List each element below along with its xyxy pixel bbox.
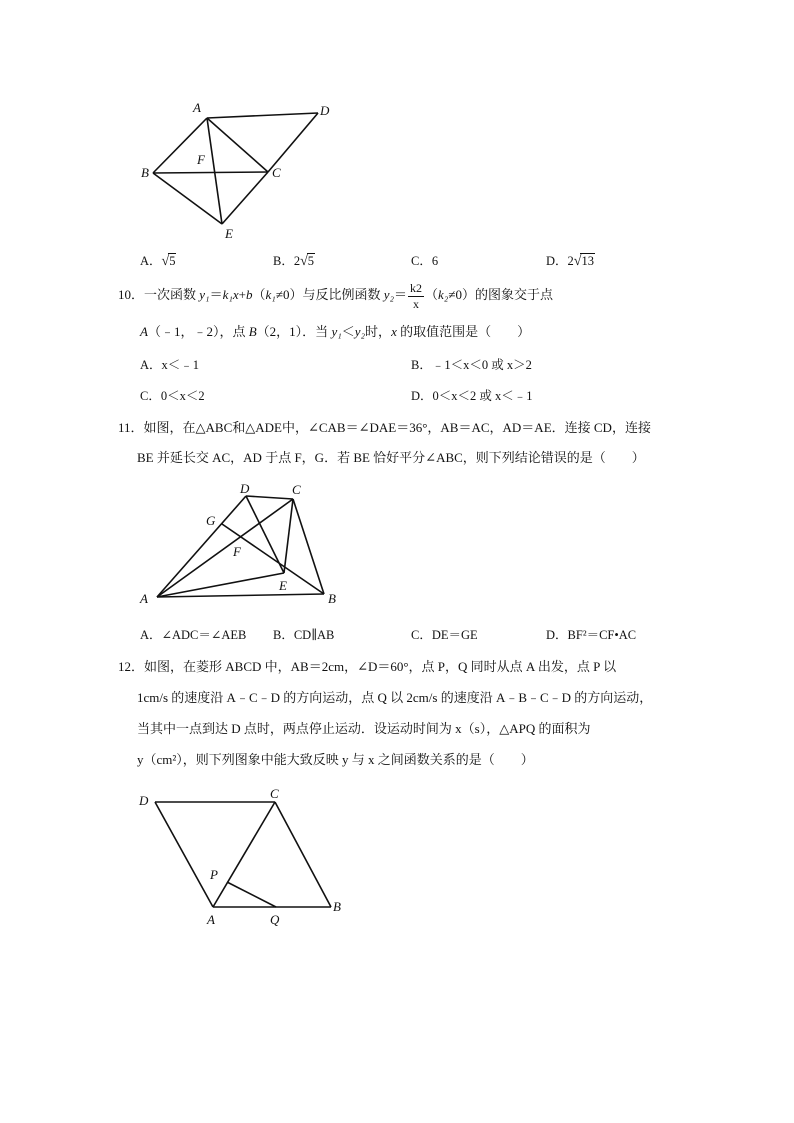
q11-line1	[118, 417, 651, 436]
segment-GB	[222, 524, 324, 594]
q11-line2: BE 并延长交 AC，AD 于点 F，G．若 BE 恰好平分∠ABC，则下列结论错误的是（ ）	[137, 450, 645, 465]
q12-text: 如图，在菱形 ABCD 中，AB＝2cm，∠D＝60°，点 P，Q 同时从点 A 出发，点 P 以	[144, 659, 617, 674]
var-x: x	[391, 324, 397, 339]
q10-text: ≠0）与反比例函数	[275, 287, 384, 302]
q11-label-B: B	[328, 591, 336, 606]
q10-text: ＜	[341, 324, 355, 339]
var-k2: k₂	[438, 287, 449, 302]
segment-DA	[155, 802, 213, 907]
segment-DC	[268, 113, 318, 172]
segment-AC	[157, 499, 293, 597]
q11-option-a[interactable]: A．∠ADC＝∠AEB	[140, 628, 247, 642]
sqrt-icon: √	[300, 254, 308, 269]
q11-option-d[interactable]: D．BF²＝CF•AC	[546, 628, 637, 642]
segment-CB	[293, 499, 324, 594]
q11-text: 如图，在△ABC和△ADE中，∠CAB＝∠DAE＝36°，AB＝AC，AD＝AE．连接 CD，连接	[143, 420, 651, 435]
q11-option-b[interactable]: B．CD∥AB	[273, 628, 335, 642]
q12-label-A: A	[207, 912, 215, 927]
q9-option-c[interactable]	[411, 251, 438, 269]
q10-line2	[140, 321, 530, 340]
q11-label-A: A	[140, 591, 148, 606]
option-letter: B．	[273, 254, 294, 268]
sqrt-icon: √	[573, 254, 582, 269]
point-A: A	[140, 324, 148, 339]
q9-option-d[interactable]	[546, 251, 595, 270]
q10-text: 时，	[365, 324, 392, 339]
segment-AB	[157, 594, 324, 597]
q12-label-B: B	[333, 899, 341, 914]
q11-label-F: F	[233, 544, 241, 559]
q10-text: ＝	[209, 287, 223, 302]
segment-AD	[207, 113, 318, 118]
q9-label-D: D	[320, 103, 330, 118]
q12-line1	[118, 656, 616, 675]
q10-text: （2，1）．当	[256, 324, 332, 339]
var-y2: y₂	[354, 324, 366, 339]
option-letter: A．	[140, 254, 162, 268]
question-number: 10．	[118, 287, 145, 302]
q11-label-D: D	[240, 481, 250, 496]
coefficient: 2	[293, 254, 301, 268]
var-k1: k₁	[265, 287, 276, 302]
q11-label-G: G	[206, 513, 216, 528]
radicand: 5	[307, 254, 315, 268]
fraction-k2-over-x	[408, 281, 424, 312]
q12-label-Q: Q	[270, 912, 280, 927]
segment-CE	[222, 172, 268, 224]
segment-AC	[207, 118, 268, 172]
radicand: 13	[581, 254, 594, 268]
q10-text: （	[252, 287, 266, 302]
q10-text: （	[425, 287, 439, 302]
segment-CB	[275, 802, 331, 907]
segment-AE	[157, 573, 284, 597]
var-b: b	[246, 287, 253, 302]
question-number: 12．	[118, 659, 145, 674]
q10-option-d[interactable]: D．0＜x＜2 或 x＜﹣1	[411, 389, 533, 403]
var-y1: y₁	[331, 324, 342, 339]
option-letter: C．	[411, 254, 432, 268]
segment-AE	[207, 118, 222, 224]
q10-text: ＝	[394, 287, 408, 302]
coefficient: 2	[567, 254, 574, 268]
point-B: B	[248, 324, 257, 339]
q11-figure	[135, 478, 350, 610]
q9-label-A: A	[193, 100, 201, 115]
q9-option-a[interactable]	[140, 251, 176, 270]
segment-CE	[284, 499, 293, 573]
sqrt-icon: √	[161, 254, 170, 269]
segment-DE	[246, 496, 284, 573]
q10-line1	[118, 280, 553, 312]
segment-BC	[153, 172, 268, 173]
q10-option-a[interactable]: A．x＜﹣1	[140, 358, 200, 372]
q9-figure	[135, 98, 345, 243]
radicand: 5	[169, 254, 176, 268]
q11-label-C: C	[292, 482, 301, 497]
fraction-numerator: k2	[410, 280, 423, 295]
var-k1x: k₁x	[222, 287, 239, 302]
segment-PQ	[227, 882, 276, 907]
q9-option-b[interactable]	[273, 251, 315, 270]
q10-text: +	[238, 287, 246, 302]
q9-label-B: B	[141, 165, 149, 180]
q10-option-b[interactable]: B．﹣1＜x＜0 或 x＞2	[411, 358, 532, 372]
var-y2: y₂	[383, 287, 394, 302]
q12-line3: 当其中一点到达 D 点时，两点停止运动．设运动时间为 x（s），△APQ 的面积为	[137, 721, 591, 736]
question-number: 11．	[118, 420, 144, 435]
q10-text: 一次函数	[144, 287, 200, 302]
q9-label-E: E	[225, 226, 233, 241]
q10-text: （﹣1，﹣2），点	[147, 324, 249, 339]
q12-label-D: D	[139, 793, 149, 808]
q12-figure	[135, 785, 355, 930]
q12-line4: y（cm²），则下列图象中能大致反映 y 与 x 之间函数关系的是（ ）	[137, 752, 534, 767]
var-y1: y₁	[199, 287, 210, 302]
segment-BE	[153, 173, 222, 224]
q12-label-C: C	[270, 786, 279, 801]
q10-option-c[interactable]: C．0＜x＜2	[140, 389, 205, 403]
option-value: 6	[431, 254, 439, 268]
q12-line2: 1cm/s 的速度沿 A﹣C﹣D 的方向运动，点 Q 以 2cm/s 的速度沿 A﹣B﹣C﹣D 的方向运动，	[137, 690, 653, 705]
q10-text: ≠0）的图象交于点	[448, 287, 553, 302]
q11-option-c[interactable]: C．DE＝GE	[411, 628, 478, 642]
q10-text: 的取值范围是（ ）	[396, 324, 531, 339]
q11-label-E: E	[279, 578, 287, 593]
q12-label-P: P	[210, 867, 218, 882]
q9-label-F: F	[197, 152, 205, 167]
fraction-denominator: x	[413, 296, 420, 311]
q9-label-C: C	[272, 165, 281, 180]
segment-DC	[246, 496, 293, 499]
option-letter: D．	[546, 254, 568, 268]
